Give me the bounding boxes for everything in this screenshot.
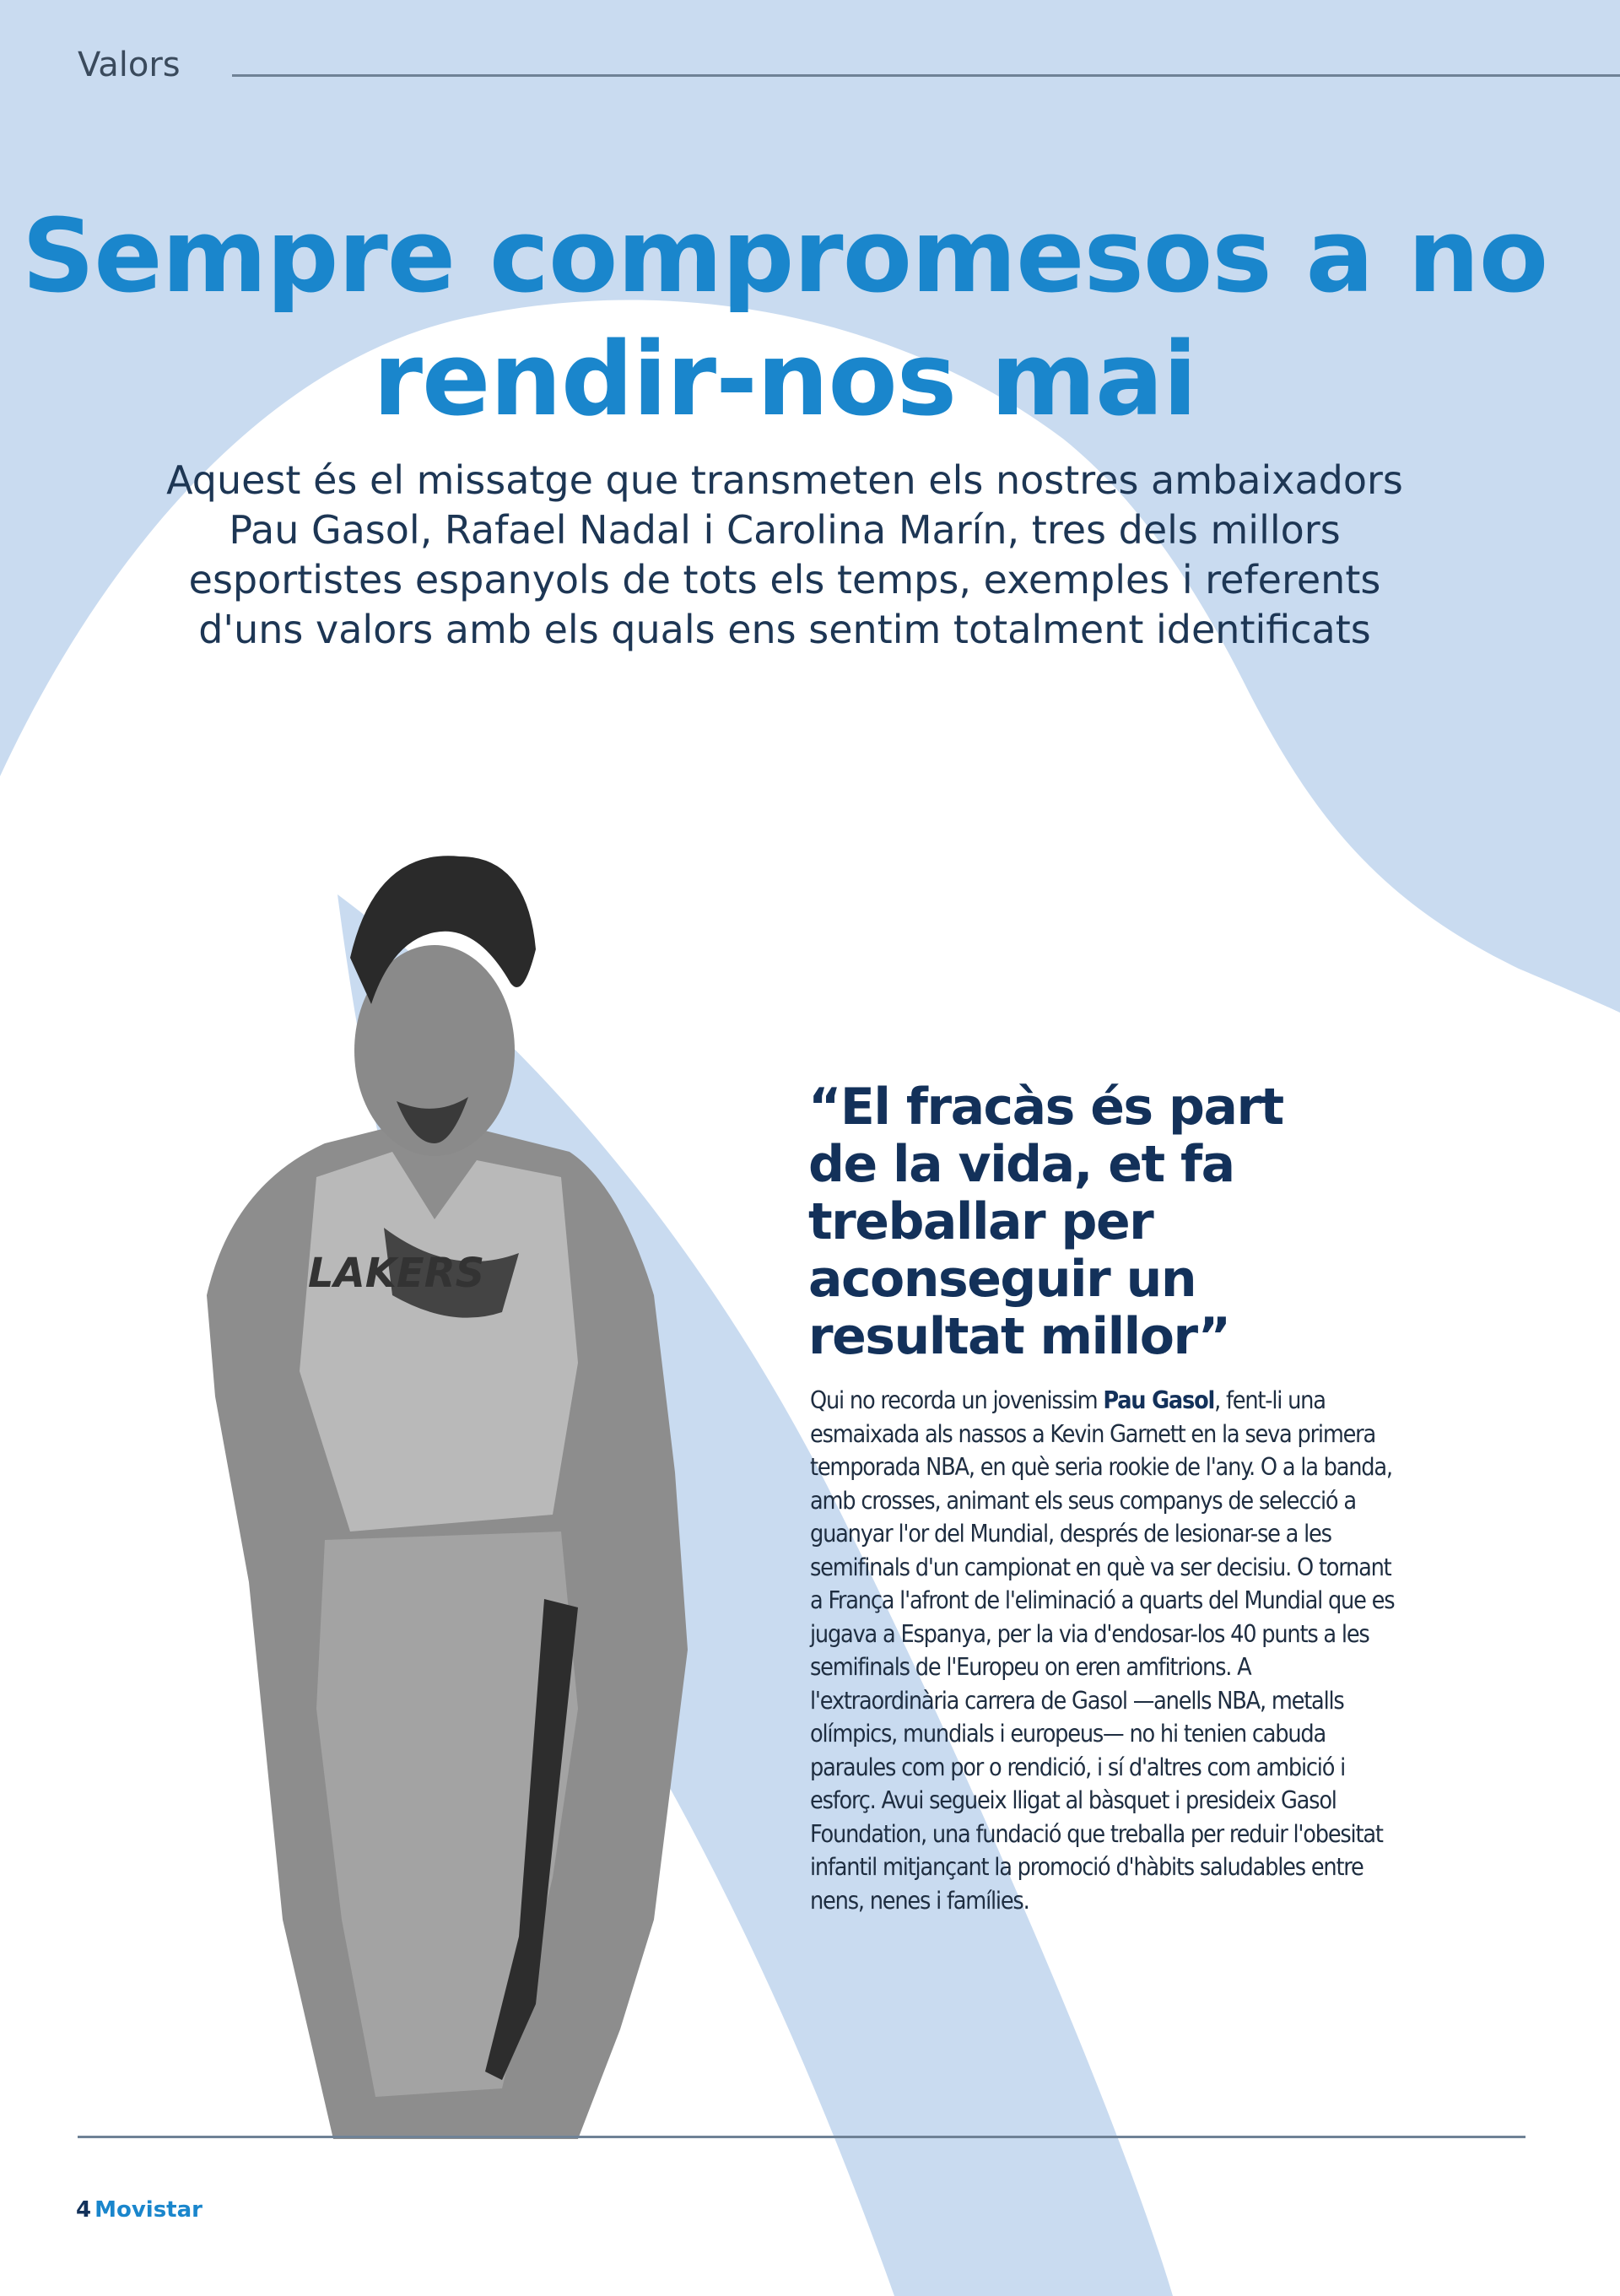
article-text: , fent-li una esmaixada als nassos a Kevin Garnett en la seva primera temporada NBA, en què seria rookie de l'any. O a la banda, amb crosses, animant els seus companys de selecció a guanyar l'or del Mundial, després de lesionar-se a les semifinals d'un campionat en què va ser decisiu. O tornant a França l'afront de l'eliminació a quarts del Mundial que es jugava a Espanya, per la via d'endosar-los 40 punts a les semifinals de l'Europeu on eren amfitrions. A l'extraordinària carrera de Gasol —anells NBA, metalls olímpics, mundials i europeus— no hi tenien cabuda paraules com por o rendició, i sí d'altres com ambició i esforç. Avui segueix lligat al bàsquet i presideix Gasol Foundation, una fundació que treballa per reduir l'obesitat infantil mitjançant la promoció d'hàbits saludables entre nens, nenes i famílies. (810, 1386, 1395, 1915)
pull-quote: “El fracàs és part de la vida, et fa treballar per aconseguir un resultat millor” (808, 1078, 1283, 1366)
page-footer (76, 2197, 202, 2223)
article-body (810, 1384, 1401, 1917)
page-subtitle: Aquest és el missatge que transmeten els nostres ambaixadors Pau Gasol, Rafael Nadal i Carolina Marín, tres dels millors esportistes espanyols de tots els temps, exemples i referents d'uns valors amb els quals ens sentim totalment identificats (166, 457, 1403, 652)
article-intro: Qui no recorda un jovenissim (810, 1386, 1104, 1414)
top-divider (232, 74, 1620, 77)
bottom-divider (78, 2136, 1526, 2138)
brand-name: Movistar (94, 2197, 202, 2223)
page-title: Sempre compromesos a no rendir-nos mai (21, 198, 1548, 439)
section-label: Valors (78, 46, 181, 84)
page-number: 4 (76, 2197, 92, 2223)
player-photo (181, 823, 705, 2139)
jersey-text: LAKERS (308, 1250, 485, 1297)
athlete-name: Pau Gasol (1103, 1386, 1215, 1414)
